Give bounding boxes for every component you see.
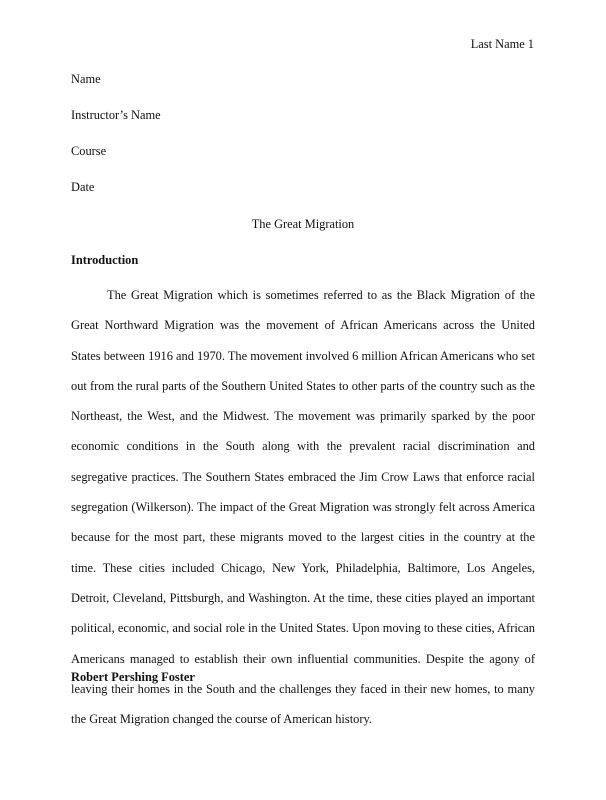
date-line: Date <box>71 180 95 194</box>
paper-title: The Great Migration <box>251 217 355 231</box>
student-heading-block <box>71 72 535 216</box>
running-head: Last Name 1 <box>470 37 534 51</box>
instructor-name: Instructor’s Name <box>71 108 161 122</box>
section-heading-introduction: Introduction <box>71 253 139 267</box>
course-name: Course <box>71 144 107 158</box>
student-name: Name <box>71 72 101 86</box>
introduction-paragraph: The Great Migration which is sometimes referred to as the Black Migration of the Great Northward Migration was the movement of African Americans across the United States between 1916 and 1970. The movement involved 6 million African Americans who set out from the rural parts of the Southern United States to other parts of the country such as the Northeast, the West, and the Midwest. The movement was primarily sparked by the poor economic conditions in the South along with the prevalent racial discrimination and segregative practices. The Southern States embraced the Jim Crow Laws that enforce racial segregation (Wilkerson). The impact of the Great Migration was strongly felt across America because for the most part, these migrants moved to the largest cities in the country at the time. These cities included Chicago, New York, Philadelphia, Baltimore, Los Angeles, Detroit, Cleveland, Pittsburgh, and Washington. At the time, these cities played an important political, economic, and social role in the United States. Upon moving to these cities, African Americans managed to establish their own influential communities. Despite the agony of leaving their homes in the South and the challenges they faced in their new homes, to many the Great Migration changed the course of American history. <box>71 288 535 727</box>
section-heading-robert-pershing-foster: Robert Pershing Foster <box>71 670 195 684</box>
